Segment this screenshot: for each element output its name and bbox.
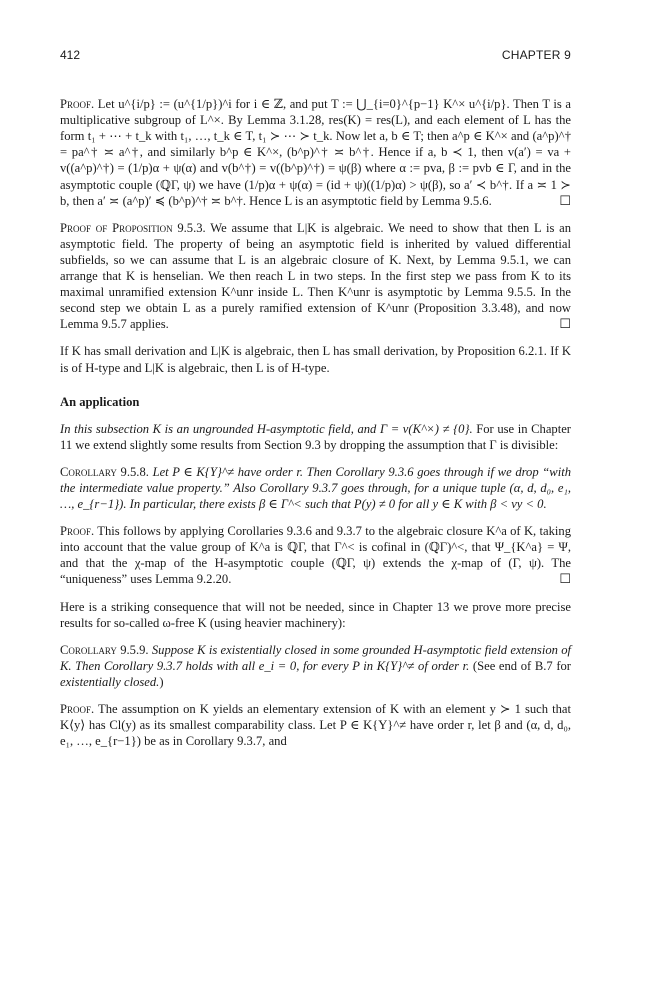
book-page [60, 40, 571, 760]
corollary-label: Corollary 9.5.9. [60, 642, 149, 657]
proof-text: This follows by applying Corollaries 9.3.6 and 9.3.7 to the algebraic closure K^a of K, taking into account that the value group of K^a is ℚΓ, that Γ^< is cofinal in (ℚΓ)^<, that Ψ_{K^a} = Ψ, and that the χ-map of the H-asymptotic couple (ℚΓ, ψ) extends the χ-map of (Γ, ψ). The “uniqueness” uses Lemma 9.2.20. [60, 524, 571, 587]
qed-box-icon: ☐ [559, 316, 571, 332]
proof-paragraph-2 [60, 220, 571, 333]
running-head [60, 47, 571, 63]
subsection-intro [60, 421, 571, 453]
corollary-9-5-8 [60, 464, 571, 512]
corollary-text: Let P ∈ K{Y}^≠ have order r. Then Corollary 9.3.6 goes through if we drop “with the intermediate value property.” Also Corollary 9.3.7 goes through, for a unique tuple (α, d, d₀, e₁, …, e_{r−1}). In particular, there exists β ∈ Γ^< such that P(y) ≠ 0 for all y ∈ K with β < vy < 0. [60, 464, 571, 512]
corollary-9-5-9 [60, 642, 571, 690]
body-paragraph-consequence: Here is a striking consequence that will not be needed, since in Chapter 13 we prove more precise results for so-called ω-free K (using heavier machinery): [60, 599, 571, 630]
proof-text: We assume that L|K is algebraic. We need to show that then L is an asymptotic field. The property of being an asymptotic field is inherited by valued differential subfields, so we can assume that L is an algebraic closure of K. Next, by Lemma 9.5.1, we can arrange that K is henselian. We then reach L in two steps. In the first step we pass from K to its maximal unramified extension K^unr inside L. Then K^unr is asymptotic by Lemma 9.5.5. In the second step we obtain L as a purely ramified extension of K^unr (Proposition 3.3.48), and now Lemma 9.5.7 applies. [60, 220, 572, 332]
section-title: An application [60, 394, 140, 409]
proof-paragraph-3 [60, 523, 571, 587]
proof-text: Let u^{i/p} := (u^{1/p})^i for i ∈ ℤ, and put T := ⋃_{i=0}^{p−1} K^× u^{i/p}. Then T is a multiplicative subgroup of L^×. By Lemma 3.1.28, res(K) = res(L), and each element of L has the form t₁ + ⋯ + t_k with t₁, …, t_k ∈ T, t₁ ≻ ⋯ ≻ t_k. Now let a, b ∈ T; then a^p ∈ K^× and (a^p)^† = pa^† ≍ a^†, and similarly b^p ∈ K^×, (b^p)^† ≍ b^†. Hence if a, b ≺ 1, then v(a′) = va + v((a^p)^†) = (1/p)α + ψ(α) and v(b^†) = v((b^p)^†) = ψ(β) where α := pva, β := pvb ∈ Γ, and in the asymptotic couple (ℚΓ, ψ) we have (1/p)α + ψ(α) = (id + ψ)((1/p)α) > ψ(β), so a′ ≺ b^†. If a ≍ 1 ≻ b, then a′ ≍ (a^p)′ ≼ (b^p)^† ≍ b^†. Hence L is an asymptotic field by Lemma 9.5.6. [60, 97, 571, 208]
intro-text: For use in Chapter 11 we extend slightly some results from Section 9.3 by dropping the assumption that Γ is divisible: [60, 421, 572, 452]
proof-label: Proof. [60, 702, 95, 716]
proof-label: Proof. [60, 97, 95, 112]
qed-box-icon: ☐ [559, 571, 571, 587]
corollary-note: (See end of B.7 for [472, 658, 572, 673]
proof-label: Proof. [60, 524, 95, 539]
page-number: 412 [60, 48, 81, 62]
chapter-label: CHAPTER 9 [501, 48, 571, 62]
corollary-note-italic: existentially closed. [60, 674, 160, 689]
intro-italic: In this subsection K is an ungrounded H-asymptotic field, and Γ = v(K^×) ≠ {0}. [60, 421, 473, 436]
proof-label: Proof of Proposition 9.5.3. [60, 220, 206, 235]
proof-paragraph-1 [60, 96, 571, 209]
proof-text: The assumption on K yields an elementary extension of K with an element y ≻ 1 such that K⟨y⟩ has Cl(y) as its smallest comparability class. Let P ∈ K{Y}^≠ have order r, let β and (α, d, d₀, e₁, …, e_{r−1}) be as in Corollary 9.3.7, and [60, 702, 571, 749]
corollary-note-close: ) [159, 674, 164, 689]
proof-paragraph-4 [60, 701, 571, 749]
corollary-label: Corollary 9.5.8. [60, 464, 149, 479]
body-paragraph-small-derivation: If K has small derivation and L|K is algebraic, then L has small derivation, by Proposition 6.2.1. If K is of H-type and L|K is algebraic, then L is of H-type. [60, 344, 571, 375]
corollary-text: Suppose K is existentially closed in some grounded H-asymptotic field extension of K. Then Corollary 9.3.7 holds with all e_i = 0, for every P in K{Y}^≠ of order r. [60, 642, 572, 673]
qed-box-icon: ☐ [559, 192, 571, 208]
